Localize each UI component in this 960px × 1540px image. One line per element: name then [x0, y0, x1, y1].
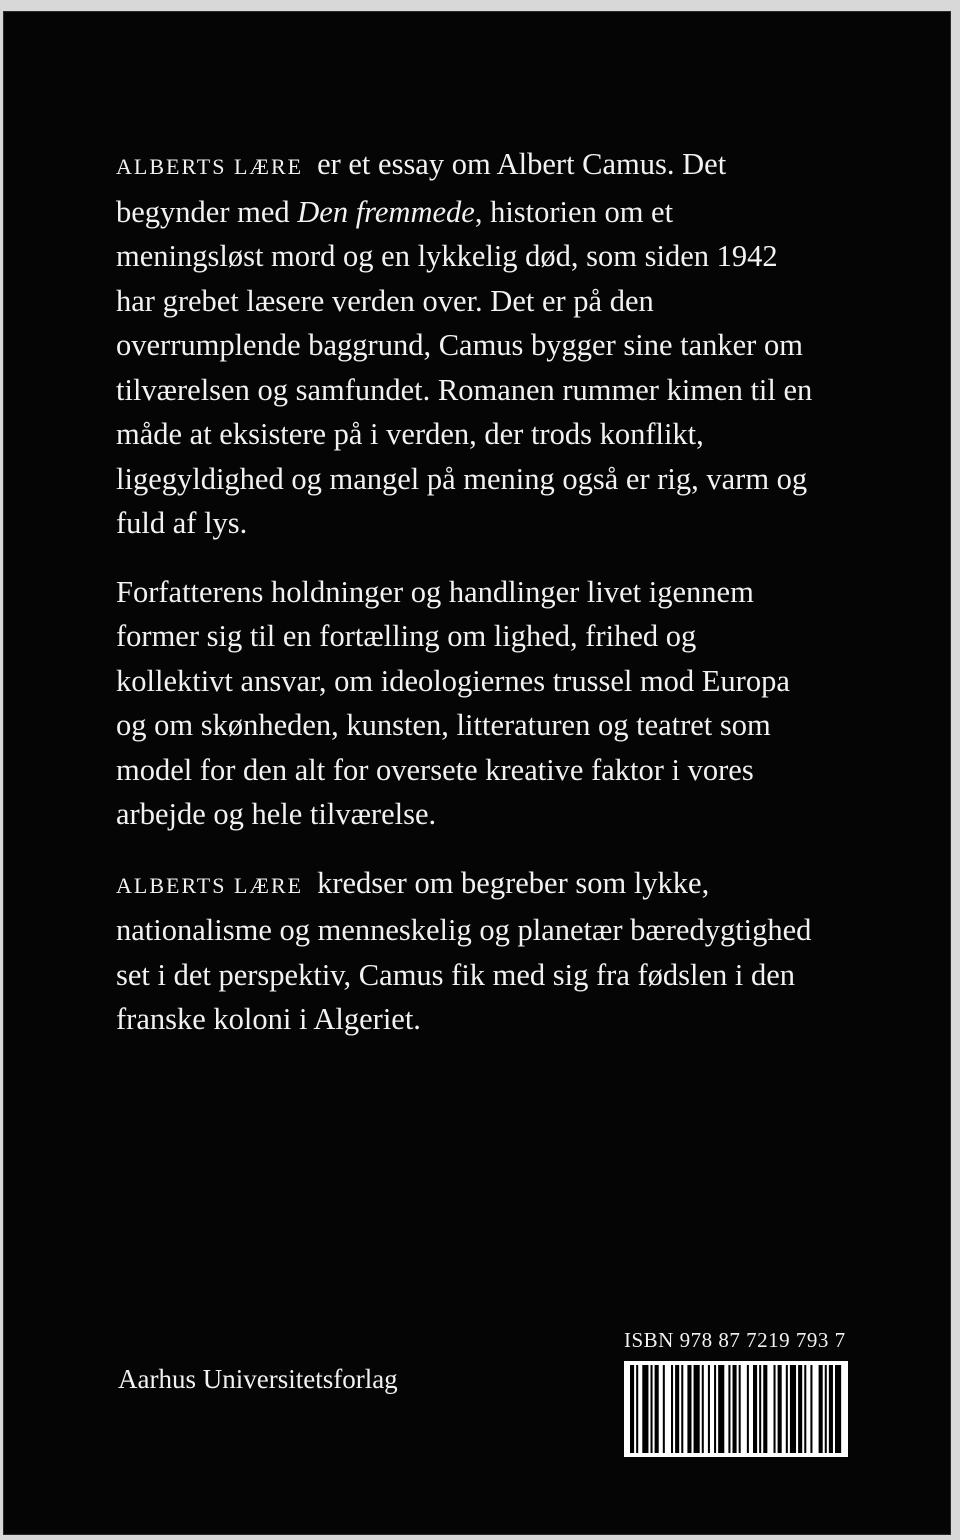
barcode-bar: [694, 1365, 700, 1453]
barcode-bar: [798, 1365, 802, 1453]
paragraph-text: er et essay om Albert Camus. Det begynder med: [116, 147, 727, 229]
barcode-bar: [681, 1365, 683, 1453]
barcode-bar: [702, 1365, 704, 1453]
blurb-paragraph-2: Forfatterens holdninger og handlinger livet igennem former sig til en fortælling om lighed, frihed og kollektivt ansvar, om ideologiernes trussel mod Europa og om skønheden, kunsten, litteraturen og teatret som model for den alt for oversete kreative faktor i vores arbejde og hele tilværelse.: [116, 574, 790, 831]
barcode-bar: [714, 1365, 716, 1453]
book-back-cover: [4, 12, 950, 1534]
barcode-bar: [718, 1365, 724, 1453]
barcode-bar: [747, 1365, 749, 1453]
barcode-bar: [663, 1365, 665, 1453]
barcode-bar: [655, 1365, 659, 1453]
barcode-bar: [819, 1365, 823, 1453]
barcode-bar: [778, 1365, 782, 1453]
barcode-bar: [835, 1365, 841, 1453]
book-title-smallcaps: ALBERTS LÆRE: [116, 872, 304, 898]
barcode-bar: [687, 1365, 691, 1453]
barcode-bar: [675, 1365, 679, 1453]
blurb-paragraph-3: [116, 861, 816, 1042]
isbn-block: [624, 1328, 848, 1457]
barcode-bar: [810, 1365, 812, 1453]
paragraph-text: kredser om begreber som lykke, nationalisme og menneskelig og planetær bæredygtighed set i det perspektiv, Camus fik med sig fra fødslen i den franske koloni i Algeriet.: [116, 865, 812, 1036]
book-title-smallcaps: ALBERTS LÆRE: [116, 154, 304, 179]
barcode-bar: [759, 1365, 761, 1453]
barcode-bar: [708, 1365, 710, 1453]
blurb-paragraph-1: [116, 142, 816, 546]
barcode-bar: [763, 1365, 767, 1453]
barcode-bars: [624, 1361, 848, 1457]
barcode-bar: [739, 1365, 741, 1453]
barcode-bar: [671, 1365, 673, 1453]
barcode-bar: [630, 1365, 634, 1453]
barcode-bar: [774, 1365, 776, 1453]
publisher-name: Aarhus Universitetsforlag: [118, 1364, 398, 1394]
barcode-bar: [786, 1365, 788, 1453]
barcode-bar: [829, 1365, 833, 1453]
barcode-bar: [642, 1365, 648, 1453]
barcode-bar: [733, 1365, 737, 1453]
barcode-bar: [825, 1365, 827, 1453]
barcode-bar: [728, 1365, 730, 1453]
paragraph-text: , historien om et meningsløst mord og en lykkelig død, som siden 1942 har grebet læsere verden over. Det er på den overrumplende baggrund, Camus bygger sine tanker om tilværelsen og samfundet. Romanen rummer kimen til en måde at eksistere på i verden, der trods konflikt, ligegyldighed og mangel på mening også er rig, varm og fuld af lys.: [116, 194, 813, 540]
barcode-bar: [753, 1365, 757, 1453]
italic-book-title: Den fremmede: [297, 194, 475, 229]
isbn-number: ISBN 978 87 7219 793 7: [624, 1328, 846, 1352]
blurb: [116, 142, 816, 1066]
barcode-bar: [651, 1365, 653, 1453]
barcode-bar: [790, 1365, 796, 1453]
barcode-bar: [804, 1365, 806, 1453]
barcode-bar: [636, 1365, 638, 1453]
barcode: [624, 1361, 848, 1457]
